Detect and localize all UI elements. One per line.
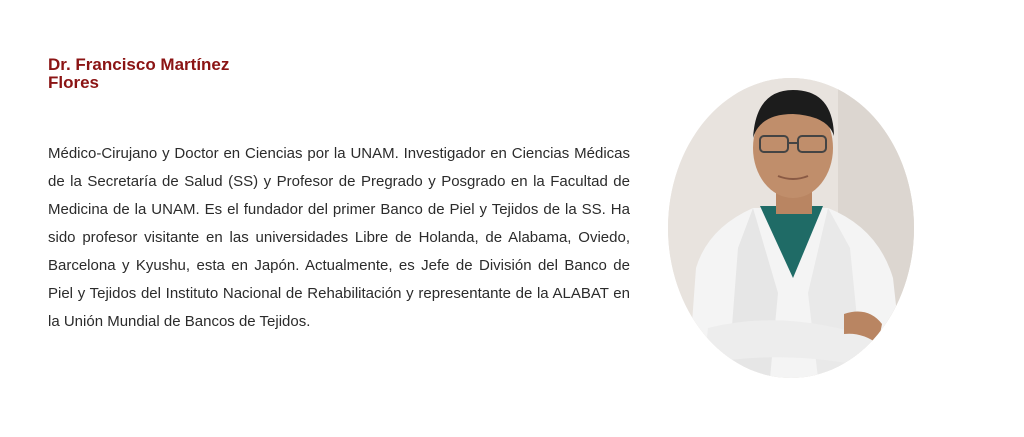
doctor-bio: Médico-Cirujano y Doctor en Ciencias por la UNAM. Investigador en Ciencias Médicas de la Secretaría de Salud (SS) y Profesor de Pregrado y Posgrado en la Facultad de Medicina de la UNAM. Es el fundador del primer Banco de Piel y Tejidos de la SS. Ha sido profesor visitante en las universidades Libre de Holanda, de Alabama, Oviedo, Barcelona y Kyushu, esta en Japón. Actualmente, es Jefe de División del Banco de Piel y Tejidos del Instituto Nacional de Rehabilitación y representante de la ALABAT en la Unión Mundial de Bancos de Tejidos. bbox=[48, 145, 630, 330]
doctor-name bbox=[48, 56, 308, 92]
doctor-name-line1: Dr. Francisco Martínez bbox=[48, 55, 230, 74]
doctor-photo bbox=[668, 78, 914, 378]
doctor-name-line2: Flores bbox=[48, 73, 100, 92]
